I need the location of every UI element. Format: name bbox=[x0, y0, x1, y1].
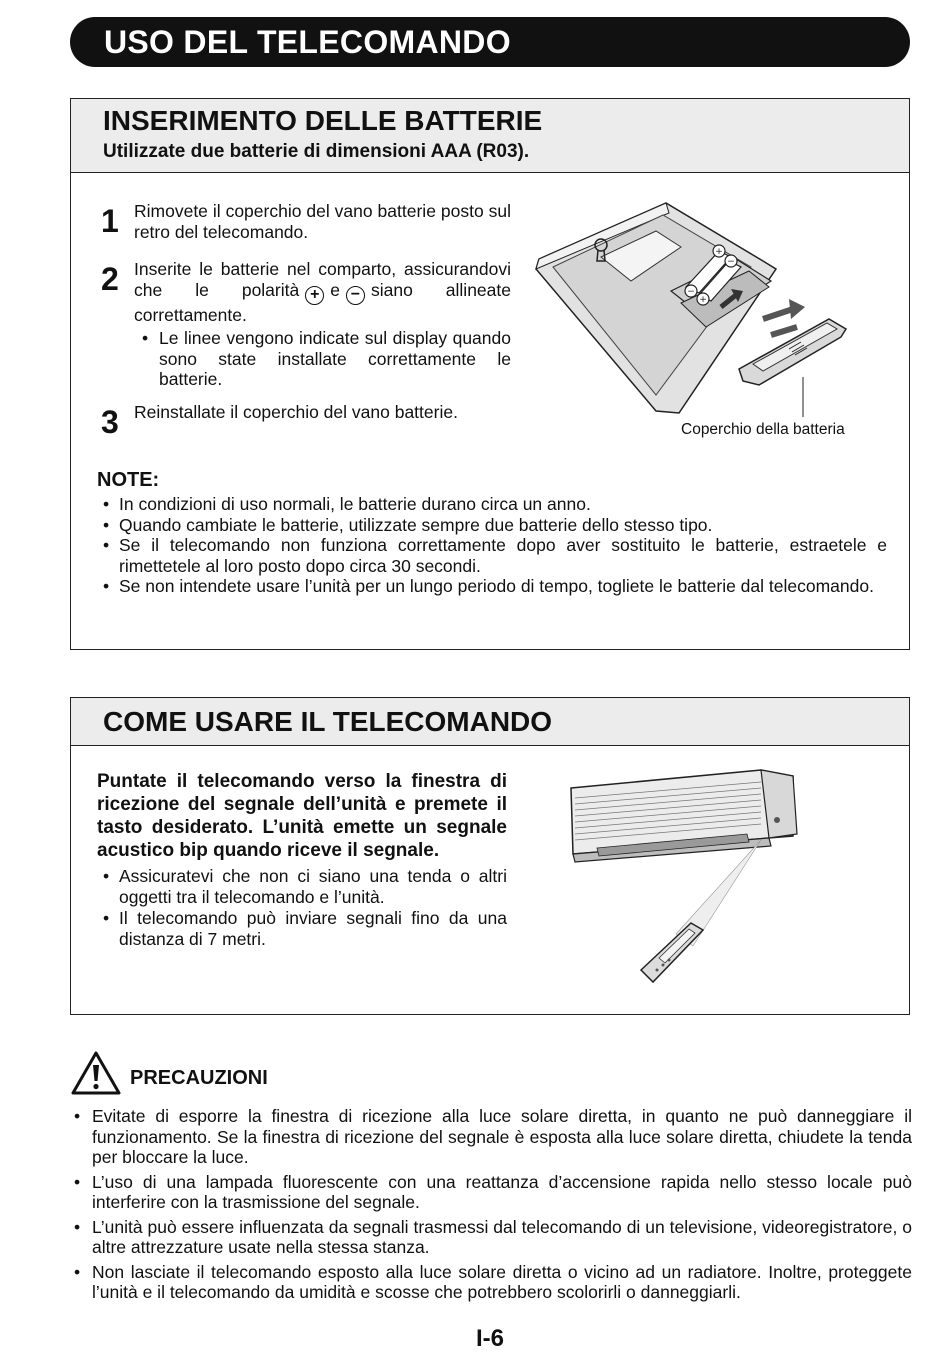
step-number: 2 bbox=[101, 261, 119, 297]
step-text-b: e bbox=[330, 279, 340, 300]
page-number: I-6 bbox=[475, 1325, 504, 1352]
step-text-c: siano allineate correttamente. bbox=[134, 279, 511, 325]
minus-icon: − bbox=[346, 286, 365, 305]
step-2 bbox=[101, 259, 511, 390]
precaution-item: • L’unità può essere influenzata da segnali trasmessi dal telecomando di un televisione, videoregistratore, o altre attrezzature usate nella stessa stanza. bbox=[70, 1217, 912, 1258]
precaution-item: • L’uso di una lampada fluorescente con una reattanza d’accensione rapida nello stesso locale può interferire con la trasmissione del segnale. bbox=[70, 1172, 912, 1213]
svg-text:−: − bbox=[727, 257, 735, 267]
note-item: • Se il telecomando non funziona correttamente dopo aver sostituito le batterie, estraetele e rimettetele al loro posto dopo circa 30 secondi. bbox=[97, 535, 887, 576]
battery-subheading: Utilizzate due batterie di dimensioni AAA (R03). bbox=[103, 141, 530, 162]
svg-text:+: + bbox=[715, 247, 723, 257]
precaution-item: • Non lasciate il telecomando esposto alla luce solare diretta o vicino ad un radiatore. Inoltre, proteggete l’unità e il telecomando da umidità e scosse che potrebbero scolorirli o danneggiarli. bbox=[70, 1262, 912, 1303]
usage-bullet: • Il telecomando può inviare segnali fino da una distanza di 7 metri. bbox=[97, 908, 507, 949]
step-text-a: Inserite le batterie nel comparto, assicurandovi che le polarità bbox=[134, 259, 511, 300]
svg-text:−: − bbox=[687, 287, 695, 297]
usage-section bbox=[70, 697, 910, 1015]
figure-caption: Coperchio della batteria bbox=[681, 421, 845, 438]
precautions bbox=[70, 1050, 912, 1307]
precautions-header bbox=[70, 1050, 912, 1100]
air-conditioner-illustration bbox=[561, 758, 871, 998]
step-3 bbox=[101, 402, 511, 440]
usage-heading: COME USARE IL TELECOMANDO bbox=[103, 706, 553, 737]
title-bar bbox=[70, 17, 910, 67]
step-number: 1 bbox=[101, 203, 119, 239]
plus-icon: + bbox=[305, 286, 324, 305]
notes bbox=[97, 469, 887, 597]
usage-bullet: • Assicuratevi che non ci siano una tenda o altri oggetti tra il telecomando e l’unità. bbox=[97, 866, 507, 907]
precautions-title: PRECAUZIONI bbox=[130, 1067, 268, 1089]
usage-lead: Puntate il telecomando verso la finestra di ricezione del segnale dell’unità e premete il tasto desiderato. L’unità emette un segnale acustico bip quando riceve il segnale. bbox=[97, 771, 507, 861]
step-2-bullet: • Le linee vengono indicate sul display quando sono state installate correttamente le batterie. bbox=[142, 328, 511, 390]
warning-triangle-icon bbox=[70, 1050, 122, 1096]
remote-battery-illustration bbox=[531, 199, 861, 419]
notes-list bbox=[97, 494, 887, 597]
precautions-list bbox=[70, 1106, 912, 1303]
step-text: Rimovete il coperchio del vano batterie posto sul retro del telecomando. bbox=[134, 201, 511, 242]
step-text: Reinstallate il coperchio del vano batterie. bbox=[134, 402, 458, 422]
note-item: • Quando cambiate le batterie, utilizzate sempre due batterie dello stesso tipo. bbox=[97, 515, 887, 536]
battery-heading: INSERIMENTO DELLE BATTERIE bbox=[103, 105, 543, 136]
precaution-item: • Evitate di esporre la finestra di ricezione alla luce solare diretta, in quanto ne può danneggiare il funzionamento. Se la finestra di ricezione del segnale è esposta alla luce solare diretta, chiudete la tenda per bloccare la luce. bbox=[70, 1106, 912, 1168]
battery-section-header bbox=[71, 99, 909, 173]
note-item: • Se non intendete usare l’unità per un lungo periodo di tempo, togliete le batterie dal telecomando. bbox=[97, 576, 887, 597]
svg-text:+: + bbox=[699, 295, 707, 305]
step-1 bbox=[101, 201, 511, 242]
battery-section bbox=[70, 98, 910, 650]
notes-title: NOTE: bbox=[97, 469, 160, 491]
step-text bbox=[134, 259, 511, 325]
usage-bullets bbox=[97, 866, 507, 949]
page-title: USO DEL TELECOMANDO bbox=[104, 24, 511, 60]
note-item: • In condizioni di uso normali, le batterie durano circa un anno. bbox=[97, 494, 887, 515]
usage-section-header bbox=[71, 698, 909, 746]
usage-text bbox=[97, 770, 507, 949]
step-number: 3 bbox=[101, 404, 119, 440]
